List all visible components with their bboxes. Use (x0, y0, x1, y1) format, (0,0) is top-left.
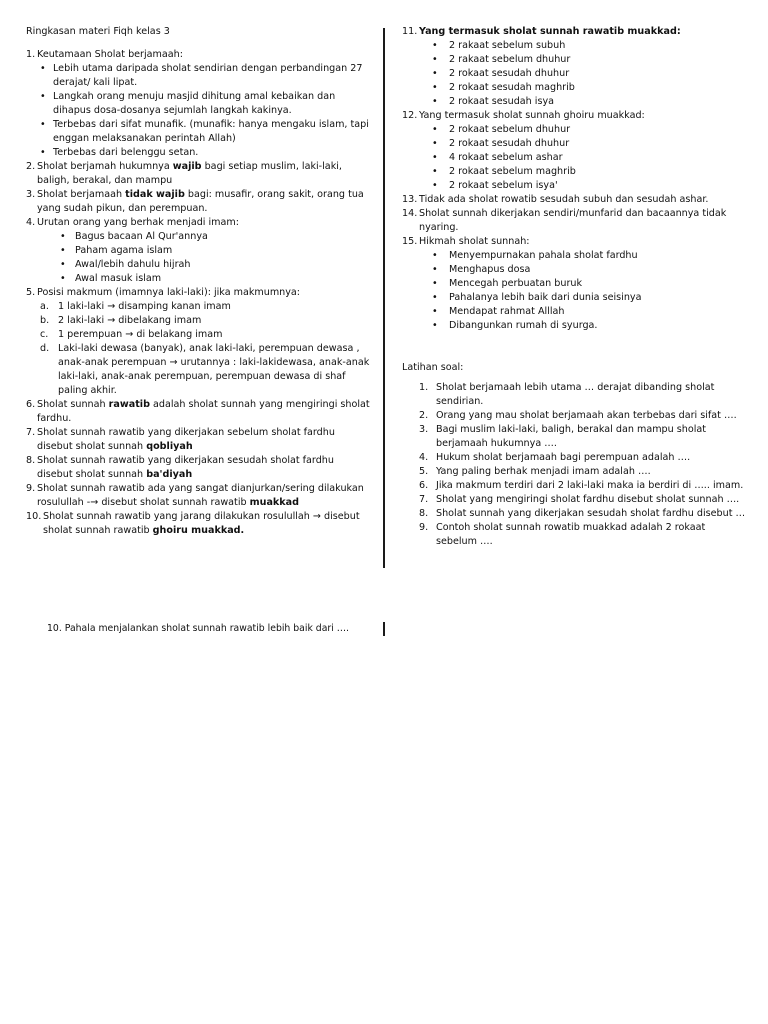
section-number: 15. (402, 236, 418, 247)
list-item: • 2 rokaat sesudah dhuhur (402, 137, 747, 151)
exercise-item (402, 465, 747, 479)
list-item: • Mencegah perbuatan buruk (402, 277, 747, 291)
list-item: • 2 rakaat sebelum subuh (402, 39, 747, 53)
right-column (402, 25, 747, 549)
section-number: 9. (26, 483, 36, 494)
list-item: • 2 rokaat sebelum isya' (402, 179, 747, 193)
exercise-number: 7. (419, 494, 429, 505)
exercise-number: 1. (419, 382, 429, 393)
section-number: 4. (26, 217, 36, 228)
section-text: Sholat sunnah rawatib yang dikerjakan sebelum sholat fardhu disebut sholat sunnah (37, 427, 335, 452)
section-number: 6. (26, 399, 36, 410)
section-text: adalah sholat sunnah yang mengiringi sholat fardhu. (37, 399, 370, 424)
exercise-item (402, 507, 747, 521)
list-item: • 2 rokaat sebelum dhuhur (402, 123, 747, 137)
exercise-number: 5. (419, 466, 429, 477)
section-number: 10. (26, 511, 42, 522)
exercise-item (402, 381, 747, 409)
section-12 (402, 109, 747, 123)
section-heading: Keutamaan Sholat berjamaah: (37, 49, 183, 60)
section-text: Tidak ada sholat rowatib sesudah subuh dan sesudah ashar. (419, 194, 709, 205)
exercise-number: 2. (419, 410, 429, 421)
list-item: • Awal/lebih dahulu hijrah (26, 258, 371, 272)
section-heading: Yang termasuk sholat sunnah ghoiru muakkad: (419, 110, 645, 121)
exercise-item (402, 493, 747, 507)
section-text: Sholat sunnah dikerjakan sendiri/munfarid dan bacaannya tidak nyaring. (419, 208, 727, 233)
exercise-number: 8. (419, 508, 429, 519)
section-text: Sholat sunnah (37, 399, 109, 410)
exercise-number: 9. (419, 522, 429, 533)
list-letter: d. (40, 343, 50, 354)
section-emphasis: qobliyah (146, 441, 193, 452)
section-7 (26, 426, 371, 454)
section-heading: Urutan orang yang berhak menjadi imam: (37, 217, 239, 228)
exercise-text: Sholat berjamaah lebih utama … derajat dibanding sholat sendirian. (436, 382, 715, 407)
section-text: Sholat sunnah rawatib ada yang sangat dianjurkan/sering dilakukan rosulullah -→ disebut sholat sunnah rawatib (37, 483, 364, 508)
list-item: • 2 rakaat sebelum dhuhur (402, 53, 747, 67)
list-item: • 2 rokaat sesudah dhuhur (402, 67, 747, 81)
list-item (26, 300, 371, 314)
section-emphasis: ghoiru muakkad. (152, 525, 245, 536)
exercise-text: Pahala menjalankan sholat sunnah rawatib lebih baik dari …. (64, 623, 350, 634)
list-item: • 2 rokaat sebelum maghrib (402, 165, 747, 179)
section-6 (26, 398, 371, 426)
exercise-text: Sholat yang mengiringi sholat fardhu disebut sholat sunnah …. (436, 494, 740, 505)
section-4 (26, 216, 371, 230)
exercise-text: Bagi muslim laki-laki, baligh, berakal dan mampu sholat berjamaah hukumnya …. (436, 424, 707, 449)
section-number: 5. (26, 287, 36, 298)
section-number: 8. (26, 455, 36, 466)
exercise-text: Sholat sunnah yang dikerjakan sesudah sholat fardhu disebut … (436, 508, 746, 519)
section-3 (26, 188, 371, 216)
list-item: • 2 rokaat sesudah isya (402, 95, 747, 109)
list-item: • Mendapat rahmat Alllah (402, 305, 747, 319)
list-letter: b. (40, 315, 50, 326)
hikmah-list (402, 249, 747, 333)
ghoiru-muakkad-list (402, 123, 747, 193)
list-text: 1 perempuan → di belakang imam (58, 329, 223, 340)
list-item: • Awal masuk islam (26, 272, 371, 286)
section-heading: Hikmah sholat sunnah: (419, 236, 530, 247)
section-number: 2. (26, 161, 36, 172)
section-text: Sholat sunnah rawatib yang jarang dilakukan rosulullah → disebut sholat sunnah rawatib (43, 511, 360, 536)
page-title: Ringkasan materi Fiqh kelas 3 (26, 26, 170, 37)
exercise-text: Yang paling berhak menjadi imam adalah …. (436, 466, 651, 477)
section-number: 11. (402, 26, 418, 37)
exercise-text: Orang yang mau sholat berjamaah akan terbebas dari sifat …. (436, 410, 737, 421)
muakkad-list (402, 39, 747, 109)
section-13 (402, 193, 747, 207)
list-item: • Dibangunkan rumah di syurga. (402, 319, 747, 333)
section-heading: Yang termasuk sholat sunnah rawatib muakkad: (419, 26, 681, 37)
exercise-number: 10. (47, 623, 62, 634)
list-text: 2 laki-laki → dibelakang imam (58, 315, 202, 326)
list-item: • Menyempurnakan pahala sholat fardhu (402, 249, 747, 263)
list-item (26, 342, 371, 398)
column-divider-lower (383, 622, 385, 636)
list-item: • Paham agama islam (26, 244, 371, 258)
list-text: 1 laki-laki → disamping kanan imam (58, 301, 231, 312)
list-item: • 2 rokaat sesudah maghrib (402, 81, 747, 95)
section-number: 3. (26, 189, 36, 200)
section-emphasis: rawatib (108, 399, 150, 410)
list-item: • Bagus bacaan Al Qur'annya (26, 230, 371, 244)
exercise-list (402, 381, 747, 549)
exercise-text: Contoh sholat sunnah rowatib muakkad adalah 2 rokaat sebelum …. (436, 522, 706, 547)
section-emphasis: muakkad (249, 497, 300, 508)
list-item: • 4 rokaat sebelum ashar (402, 151, 747, 165)
section-emphasis: wajib (172, 161, 202, 172)
section-number: 1. (26, 49, 36, 60)
list-item: • Langkah orang menuju masjid dihitung amal kebaikan dan dihapus dosa-dosanya sejumlah langkah kakinya. (26, 90, 371, 118)
left-column (26, 25, 371, 538)
section-number: 14. (402, 208, 418, 219)
exercise-item (402, 451, 747, 465)
section-number: 13. (402, 194, 418, 205)
section-9 (26, 482, 371, 510)
section-11 (402, 25, 747, 39)
list-letter: a. (40, 301, 49, 312)
section-15 (402, 235, 747, 249)
exercise-text: Jika makmum terdiri dari 2 laki-laki maka ia berdiri di ….. imam. (436, 480, 744, 491)
section-10 (26, 510, 371, 538)
section-2 (26, 160, 371, 188)
list-item: • Terbebas dari belenggu setan. (26, 146, 371, 160)
section-text: Sholat berjamah hukumnya (37, 161, 173, 172)
keutamaan-list (26, 62, 371, 160)
exercise-item-10 (47, 622, 377, 636)
list-item (26, 314, 371, 328)
section-14 (402, 207, 747, 235)
exercise-item (402, 521, 747, 549)
column-divider (383, 28, 385, 568)
section-text: Sholat sunnah rawatib yang dikerjakan sesudah sholat fardhu disebut sholat sunnah (37, 455, 334, 480)
makmum-position-list (26, 300, 371, 398)
exercise-heading: Latihan soal: (402, 362, 464, 373)
imam-order-list (26, 230, 371, 286)
list-item: • Terbebas dari sifat munafik. (munafik: hanya mengaku islam, tapi enggan melaksanakan perintah Allah) (26, 118, 371, 146)
section-text: bagi setiap muslim, laki-laki, baligh, berakal, dan mampu (37, 161, 342, 186)
list-item (26, 328, 371, 342)
exercise-text: Hukum sholat berjamaah bagi perempuan adalah …. (436, 452, 691, 463)
list-item: • Lebih utama daripada sholat sendirian dengan perbandingan 27 derajat/ kali lipat. (26, 62, 371, 90)
list-letter: c. (40, 329, 49, 340)
section-number: 7. (26, 427, 36, 438)
exercise-item (402, 423, 747, 451)
section-8 (26, 454, 371, 482)
list-text: Laki-laki dewasa (banyak), anak laki-laki, perempuan dewasa , anak-anak perempuan → urutannya : laki-lakidewasa, anak-anak laki-laki, anak-anak perempuan, perempuan dewasa di shaf paling akhir. (58, 343, 370, 396)
exercise-item (402, 479, 747, 493)
section-emphasis: ba'diyah (146, 469, 193, 480)
exercise-number: 4. (419, 452, 429, 463)
section-text: bagi: musafir, orang sakit, orang tua yang sudah pikun, dan perempuan. (37, 189, 364, 214)
section-emphasis: tidak wajib (125, 189, 185, 200)
exercise-item (402, 409, 747, 423)
section-5 (26, 286, 371, 300)
list-item: • Menghapus dosa (402, 263, 747, 277)
exercise-number: 3. (419, 424, 429, 435)
section-1 (26, 48, 371, 62)
section-heading: Posisi makmum (imamnya laki-laki): jika makmumnya: (37, 287, 301, 298)
exercise-number: 6. (419, 480, 429, 491)
list-item: • Pahalanya lebih baik dari dunia seisinya (402, 291, 747, 305)
section-text: Sholat berjamaah (37, 189, 126, 200)
section-number: 12. (402, 110, 418, 121)
